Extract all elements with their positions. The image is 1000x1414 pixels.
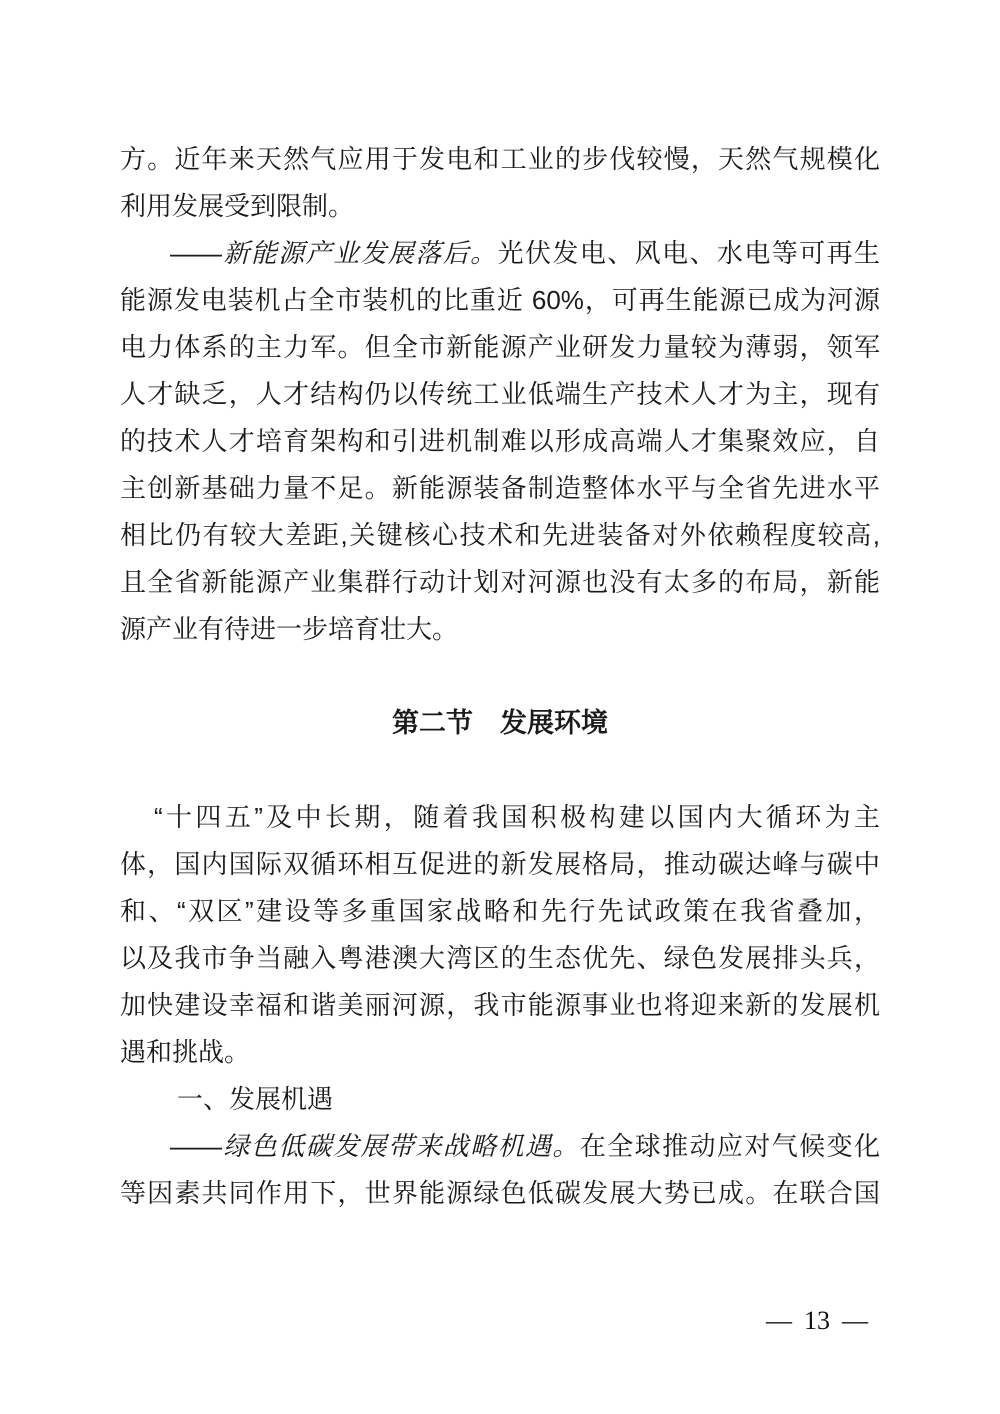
paragraph-line: 加快建设幸福和谐美丽河源，我市能源事业也将迎来新的发展机 (120, 990, 880, 1020)
page-number: 13 (804, 1306, 830, 1335)
paragraph-line: 源产业有待进一步培育壮大。 (120, 614, 459, 644)
paragraph-line (120, 230, 880, 277)
paragraph-lead-italic: 新能源产业发展落后。 (222, 238, 498, 268)
subheading-development-opportunities: 一、发展机遇 (177, 1084, 334, 1114)
footer-dash-left: — (766, 1306, 792, 1335)
paragraph-lead-italic: 绿色低碳发展带来战略机遇。 (222, 1131, 580, 1161)
paragraph-line: 以及我市争当融入粤港澳大湾区的生态优先、绿色发展排头兵， (120, 943, 880, 973)
paragraph-text: 在全球推动应对气候变化 (579, 1131, 880, 1161)
paragraph-line: 等因素共同作用下，世界能源绿色低碳发展大势已成。在联合国 (120, 1178, 880, 1208)
paragraph-line: 的技术人才培育架构和引进机制难以形成高端人才集聚效应，自 (120, 426, 880, 456)
paragraph-line: 和、“双区”建设等多重国家战略和先行先试政策在我省叠加， (120, 896, 880, 926)
paragraph-line: 人才缺乏，人才结构仍以传统工业低端生产技术人才为主，现有 (120, 379, 880, 409)
em-dash: —— (170, 238, 222, 268)
paragraph-line: 体，国内国际双循环相互促进的新发展格局，推动碳达峰与碳中 (120, 849, 880, 879)
paragraph-line: 电力体系的主力军。但全市新能源产业研发力量较为薄弱，领军 (120, 332, 880, 362)
em-dash: —— (170, 1131, 222, 1161)
section-heading: 第二节 发展环境 (392, 708, 608, 738)
page-number-footer (120, 1306, 868, 1336)
paragraph-line: 利用发展受到限制。 (120, 191, 355, 221)
paragraph-line: 方。近年来天然气应用于发电和工业的步伐较慢，天然气规模化 (120, 144, 880, 174)
paragraph-text: 光伏发电、风电、水电等可再生 (497, 238, 880, 268)
paragraph-line (120, 1123, 880, 1170)
paragraph-line: 相比仍有较大差距,关键核心技术和先进装备对外依赖程度较高, (120, 520, 880, 550)
page-body (120, 136, 880, 1217)
paragraph-line: 主创新基础力量不足。新能源装备制造整体水平与全省先进水平 (120, 473, 880, 503)
paragraph-line: “十四五”及中长期，随着我国积极构建以国内大循环为主 (154, 802, 880, 832)
footer-dash-right: — (842, 1306, 868, 1335)
paragraph-line: 且全省新能源产业集群行动计划对河源也没有太多的布局，新能 (120, 567, 880, 597)
paragraph-line: 能源发电装机占全市装机的比重近 60%，可再生能源已成为河源 (120, 285, 880, 315)
paragraph-line: 遇和挑战。 (120, 1037, 251, 1067)
